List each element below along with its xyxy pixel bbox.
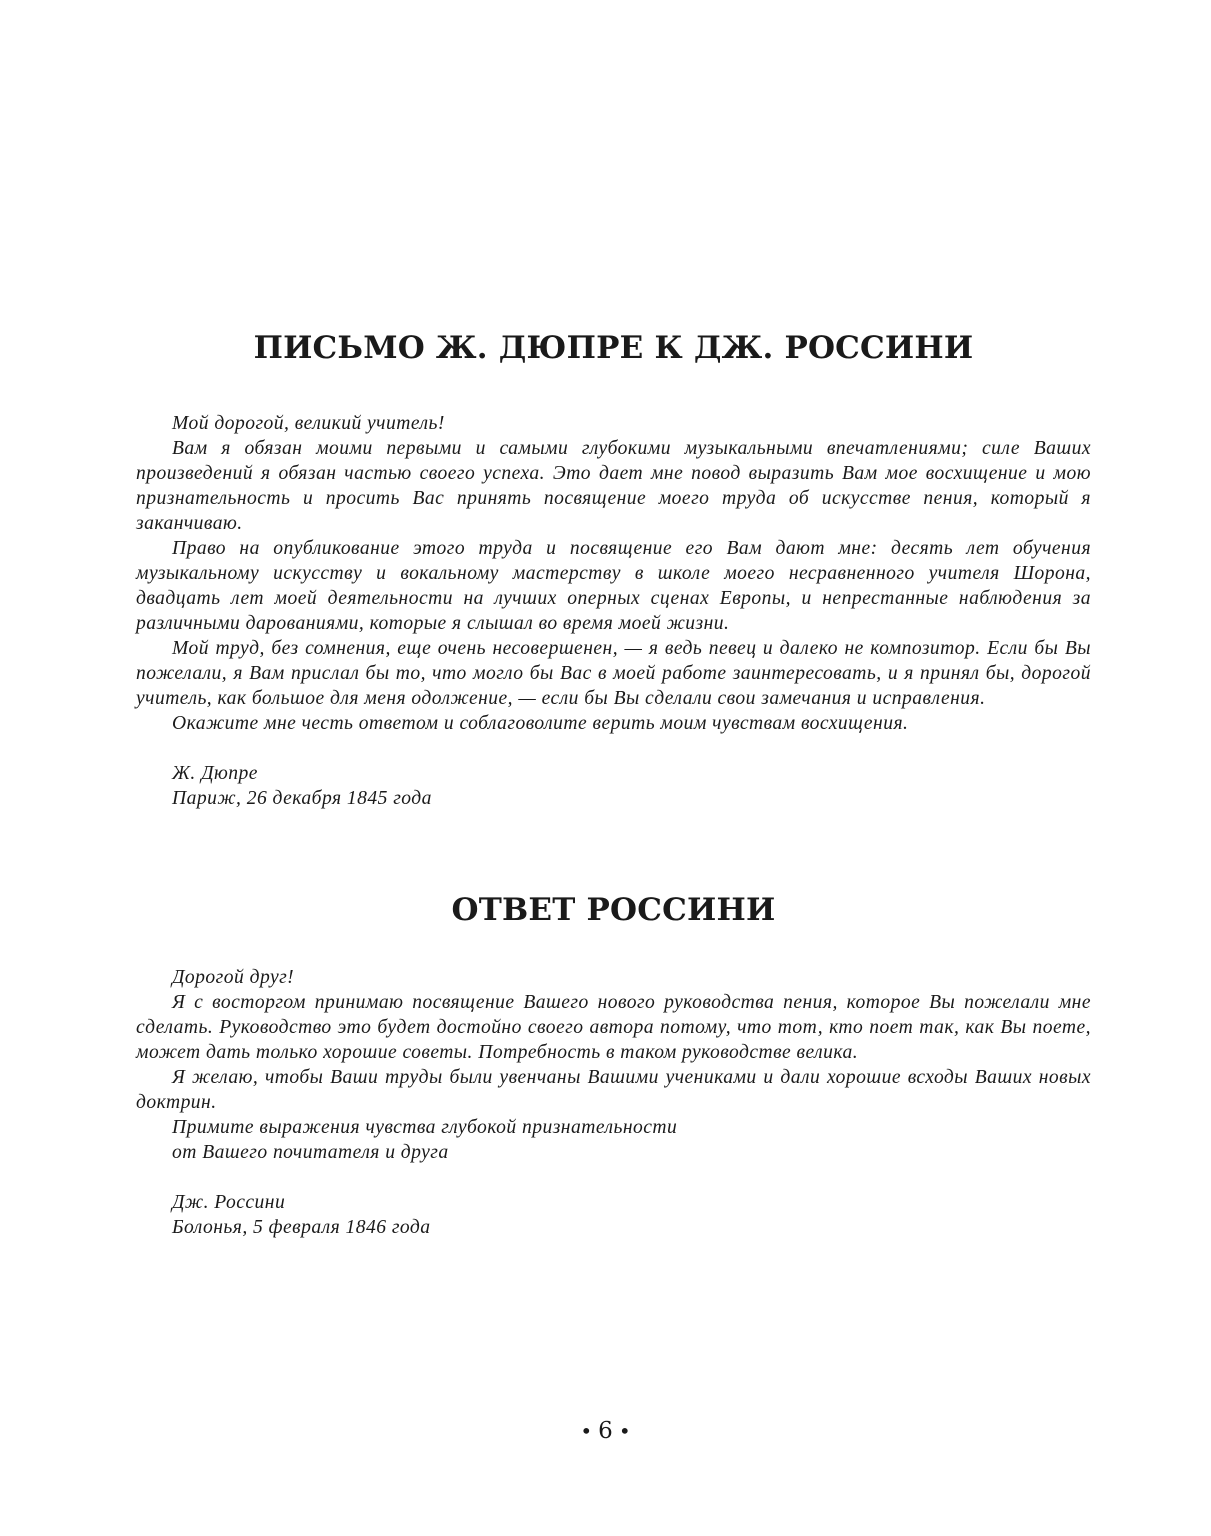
place-date: Болонья, 5 февраля 1846 года — [172, 1217, 431, 1238]
rossini-reply — [136, 965, 1091, 1240]
page-number-value: 6 — [598, 1418, 613, 1444]
paragraph: Право на опубликование этого труда и посвящение его Вам дают мне: десять лет обучения музыкальному искусству и вокальному мастерству в школе моего несравненного учителя Шорона, двадцать лет моей деятельности на лучших оперных сценах Европы, и непрестанные наблюдения за различными дарованиями, которые я слышал во время моей жизни. — [136, 538, 1091, 634]
reply-title: ОТВЕТ РОССИНИ — [451, 892, 776, 928]
closing-line: Примите выражения чувства глубокой признательности — [172, 1117, 678, 1138]
signature: Ж. Дюпре — [172, 763, 258, 784]
paragraph: Окажите мне честь ответом и соблаговолите верить моим чувствам восхищения. — [172, 713, 909, 734]
paragraph: Я с восторгом принимаю посвящение Вашего нового руководства пения, которое Вы пожелали мне сделать. Руководство это будет достойно своего автора потому, что тот, кто поет так, как Вы поете, может дать только хорошие советы. Потребность в таком руководстве велика. — [136, 992, 1091, 1063]
closing-line: от Вашего почитателя и друга — [172, 1142, 449, 1163]
salutation: Мой дорогой, великий учитель! — [172, 413, 445, 434]
salutation: Дорогой друг! — [172, 967, 295, 988]
letter-title: ПИСЬМО Ж. ДЮПРЕ К ДЖ. РОССИНИ — [253, 330, 974, 366]
paragraph: Мой труд, без сомнения, еще очень несовершенен, — я ведь певец и далеко не композитор. Если бы Вы пожелали, я Вам прислал бы то, что могло бы Вас в моей работе заинтересовать, и я принял бы, дорогой учитель, как большое для меня одолжение, — если бы Вы сделали свои замечания и исправления. — [136, 638, 1091, 709]
dupre-letter — [136, 411, 1091, 811]
paragraph: Вам я обязан моими первыми и самыми глубокими музыкальными впечатлениями; силе Ваших произведений я обязан частью своего успеха. Это дает мне повод выразить Вам мое восхищение и мою признательность и просить Вас принять посвящение моего труда об искусстве пения, который я заканчиваю. — [136, 438, 1091, 534]
place-date: Париж, 26 декабря 1845 года — [172, 788, 432, 809]
spacer — [136, 736, 1091, 761]
bullet-right: • — [618, 1419, 631, 1443]
spacer — [136, 1165, 1091, 1190]
signature: Дж. Россини — [172, 1192, 286, 1213]
paragraph: Я желаю, чтобы Ваши труды были увенчаны Вашими учениками и дали хорошие всходы Ваших новых доктрин. — [136, 1067, 1091, 1113]
page-number — [0, 1418, 1211, 1444]
bullet-left: • — [580, 1419, 593, 1443]
